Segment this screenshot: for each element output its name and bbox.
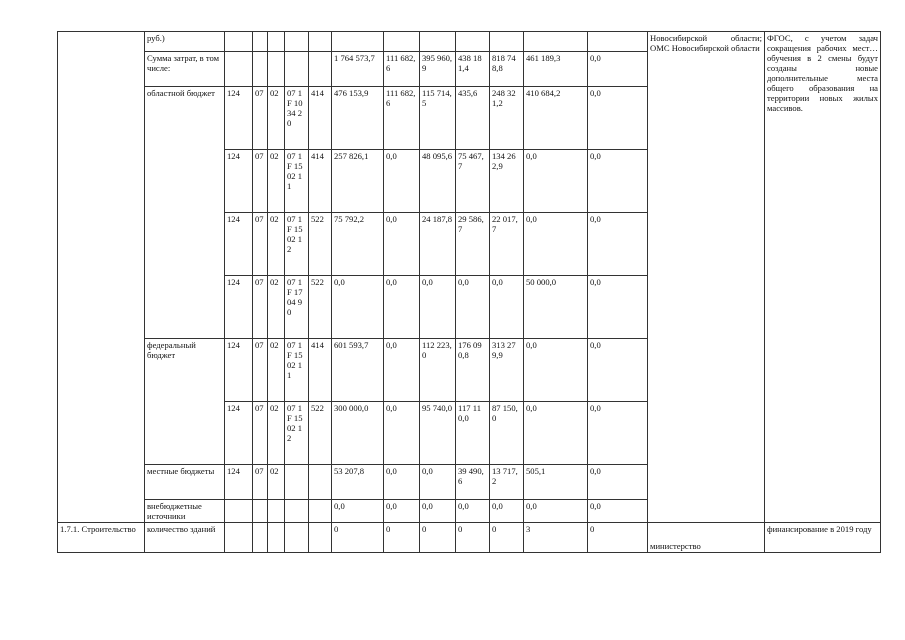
cell-value: 24 187,8 <box>420 213 456 276</box>
cell-value: 29 586,7 <box>456 213 490 276</box>
table-row <box>58 32 881 52</box>
cell-label: руб.) <box>145 32 225 52</box>
cell-value <box>332 32 384 52</box>
cell-label: областной бюджет <box>145 87 225 339</box>
cell-value: 112 223,0 <box>420 339 456 402</box>
cell-code: 414 <box>309 339 332 402</box>
cell-value <box>490 32 524 52</box>
cell-code: 07 1F 15 02 11 <box>285 339 309 402</box>
cell-value: 53 207,8 <box>332 465 384 500</box>
cell-code: 02 <box>268 87 285 150</box>
cell-label: количество зданий <box>145 523 225 553</box>
cell-value <box>420 32 456 52</box>
cell-value: 1 764 573,7 <box>332 52 384 87</box>
cell-value: 111 682,6 <box>384 87 420 150</box>
cell-code: 02 <box>268 465 285 500</box>
cell-value: 818 748,8 <box>490 52 524 87</box>
cell-code: 07 <box>253 339 268 402</box>
cell-value: 0,0 <box>456 500 490 523</box>
cell-value: 601 593,7 <box>332 339 384 402</box>
cell-value: 50 000,0 <box>524 276 588 339</box>
cell-value: 435,6 <box>456 87 490 150</box>
cell-value: 0,0 <box>588 150 648 213</box>
cell-value: 0,0 <box>420 276 456 339</box>
cell-value: 0,0 <box>420 500 456 523</box>
cell-value: 87 150,0 <box>490 402 524 465</box>
cell-code <box>309 500 332 523</box>
cell-value: 48 095,6 <box>420 150 456 213</box>
cell-value: 0,0 <box>588 465 648 500</box>
cell-code <box>225 32 253 52</box>
cell-value: 75 792,2 <box>332 213 384 276</box>
cell-code <box>309 523 332 553</box>
cell-value <box>524 32 588 52</box>
cell-code <box>225 523 253 553</box>
cell-code <box>225 52 253 87</box>
cell-code <box>268 500 285 523</box>
cell-value: 0,0 <box>588 500 648 523</box>
cell-value: 300 000,0 <box>332 402 384 465</box>
cell-code <box>309 32 332 52</box>
cell-code <box>285 52 309 87</box>
cell-value: 0,0 <box>588 87 648 150</box>
cell-code: 02 <box>268 402 285 465</box>
cell-code: 02 <box>268 339 285 402</box>
cell-value: 75 467,7 <box>456 150 490 213</box>
cell-value: 395 960,9 <box>420 52 456 87</box>
cell-id <box>58 32 145 523</box>
cell-code <box>253 52 268 87</box>
cell-code: 124 <box>225 402 253 465</box>
cell-value: 0,0 <box>588 276 648 339</box>
cell-value: 176 090,8 <box>456 339 490 402</box>
cell-code: 124 <box>225 465 253 500</box>
cell-value <box>588 32 648 52</box>
table-row <box>58 523 881 553</box>
cell-value: 0,0 <box>384 500 420 523</box>
cell-value: 410 684,2 <box>524 87 588 150</box>
cell-value: 461 189,3 <box>524 52 588 87</box>
cell-code <box>253 523 268 553</box>
cell-value: 0,0 <box>588 213 648 276</box>
cell-code: 124 <box>225 213 253 276</box>
cell-result: финансирование в 2019 году <box>765 523 881 553</box>
cell-code: 02 <box>268 276 285 339</box>
cell-code: 124 <box>225 276 253 339</box>
cell-value: 0 <box>384 523 420 553</box>
cell-value: 0,0 <box>384 213 420 276</box>
cell-code: 522 <box>309 402 332 465</box>
cell-value: 0,0 <box>332 500 384 523</box>
cell-code <box>285 523 309 553</box>
cell-executor: министерство <box>648 523 765 553</box>
cell-code: 02 <box>268 150 285 213</box>
cell-code: 414 <box>309 87 332 150</box>
cell-code: 07 1F 15 02 12 <box>285 213 309 276</box>
cell-value: 0,0 <box>384 402 420 465</box>
cell-code <box>309 52 332 87</box>
cell-code: 07 1F 17 04 90 <box>285 276 309 339</box>
cell-code: 07 <box>253 150 268 213</box>
cell-value: 0,0 <box>524 213 588 276</box>
cell-code <box>268 52 285 87</box>
cell-value: 0 <box>420 523 456 553</box>
cell-value: 0,0 <box>332 276 384 339</box>
cell-code <box>309 465 332 500</box>
cell-code: 522 <box>309 276 332 339</box>
cell-value: 0,0 <box>524 402 588 465</box>
cell-value <box>384 32 420 52</box>
cell-value: 0,0 <box>588 52 648 87</box>
cell-code: 124 <box>225 87 253 150</box>
cell-code <box>268 523 285 553</box>
cell-value: 476 153,9 <box>332 87 384 150</box>
cell-value: 313 279,9 <box>490 339 524 402</box>
cell-code: 07 <box>253 465 268 500</box>
cell-code: 07 <box>253 213 268 276</box>
cell-value: 115 714,5 <box>420 87 456 150</box>
cell-value: 0,0 <box>490 500 524 523</box>
cell-value: 39 490,6 <box>456 465 490 500</box>
cell-value: 257 826,1 <box>332 150 384 213</box>
cell-value: 505,1 <box>524 465 588 500</box>
cell-value: 438 181,4 <box>456 52 490 87</box>
cell-code: 124 <box>225 339 253 402</box>
cell-value: 22 017,7 <box>490 213 524 276</box>
cell-value: 0,0 <box>490 276 524 339</box>
cell-code <box>285 500 309 523</box>
cell-result: ФГОС, с учетом задач сокращения рабочих мест… обучения в 2 смены будут созданы новые дополнительные места общего образования на территории новых жилых массивов. <box>765 32 881 523</box>
cell-code: 07 1F 15 02 11 <box>285 150 309 213</box>
cell-code: 07 <box>253 402 268 465</box>
cell-code: 522 <box>309 213 332 276</box>
cell-value: 0 <box>456 523 490 553</box>
cell-code <box>253 500 268 523</box>
cell-executor: Новосибирской области; ОМС Новосибирской области <box>648 32 765 523</box>
cell-value: 248 321,2 <box>490 87 524 150</box>
cell-code: 07 1F 10 34 20 <box>285 87 309 150</box>
cell-value: 0 <box>332 523 384 553</box>
cell-code <box>268 32 285 52</box>
cell-code: 124 <box>225 150 253 213</box>
cell-code: 07 <box>253 87 268 150</box>
cell-label: федеральный бюджет <box>145 339 225 465</box>
cell-value: 13 717,2 <box>490 465 524 500</box>
cell-value: 0,0 <box>384 150 420 213</box>
cell-value: 3 <box>524 523 588 553</box>
cell-code: 07 <box>253 276 268 339</box>
cell-value: 95 740,0 <box>420 402 456 465</box>
cell-value: 117 110,0 <box>456 402 490 465</box>
cell-value: 0,0 <box>588 339 648 402</box>
cell-value: 0 <box>490 523 524 553</box>
cell-value: 0,0 <box>420 465 456 500</box>
cell-value: 0,0 <box>384 339 420 402</box>
cell-code <box>285 32 309 52</box>
cell-code: 02 <box>268 213 285 276</box>
cell-code: 414 <box>309 150 332 213</box>
cell-value: 0,0 <box>384 276 420 339</box>
cell-value: 0,0 <box>456 276 490 339</box>
cell-value: 134 262,9 <box>490 150 524 213</box>
cell-code <box>225 500 253 523</box>
cell-value: 0,0 <box>588 402 648 465</box>
cell-value: 0,0 <box>524 500 588 523</box>
cell-value <box>456 32 490 52</box>
cell-value: 111 682,6 <box>384 52 420 87</box>
cell-code <box>285 465 309 500</box>
cell-label: внебюджетные источники <box>145 500 225 523</box>
cell-id: 1.7.1. Строительство <box>58 523 145 553</box>
program-table <box>57 31 881 553</box>
cell-value: 0,0 <box>384 465 420 500</box>
cell-label: Сумма затрат, в том числе: <box>145 52 225 87</box>
cell-value: 0,0 <box>524 150 588 213</box>
cell-label: местные бюджеты <box>145 465 225 500</box>
cell-value: 0,0 <box>524 339 588 402</box>
cell-value: 0 <box>588 523 648 553</box>
cell-code: 07 1F 15 02 12 <box>285 402 309 465</box>
cell-code <box>253 32 268 52</box>
